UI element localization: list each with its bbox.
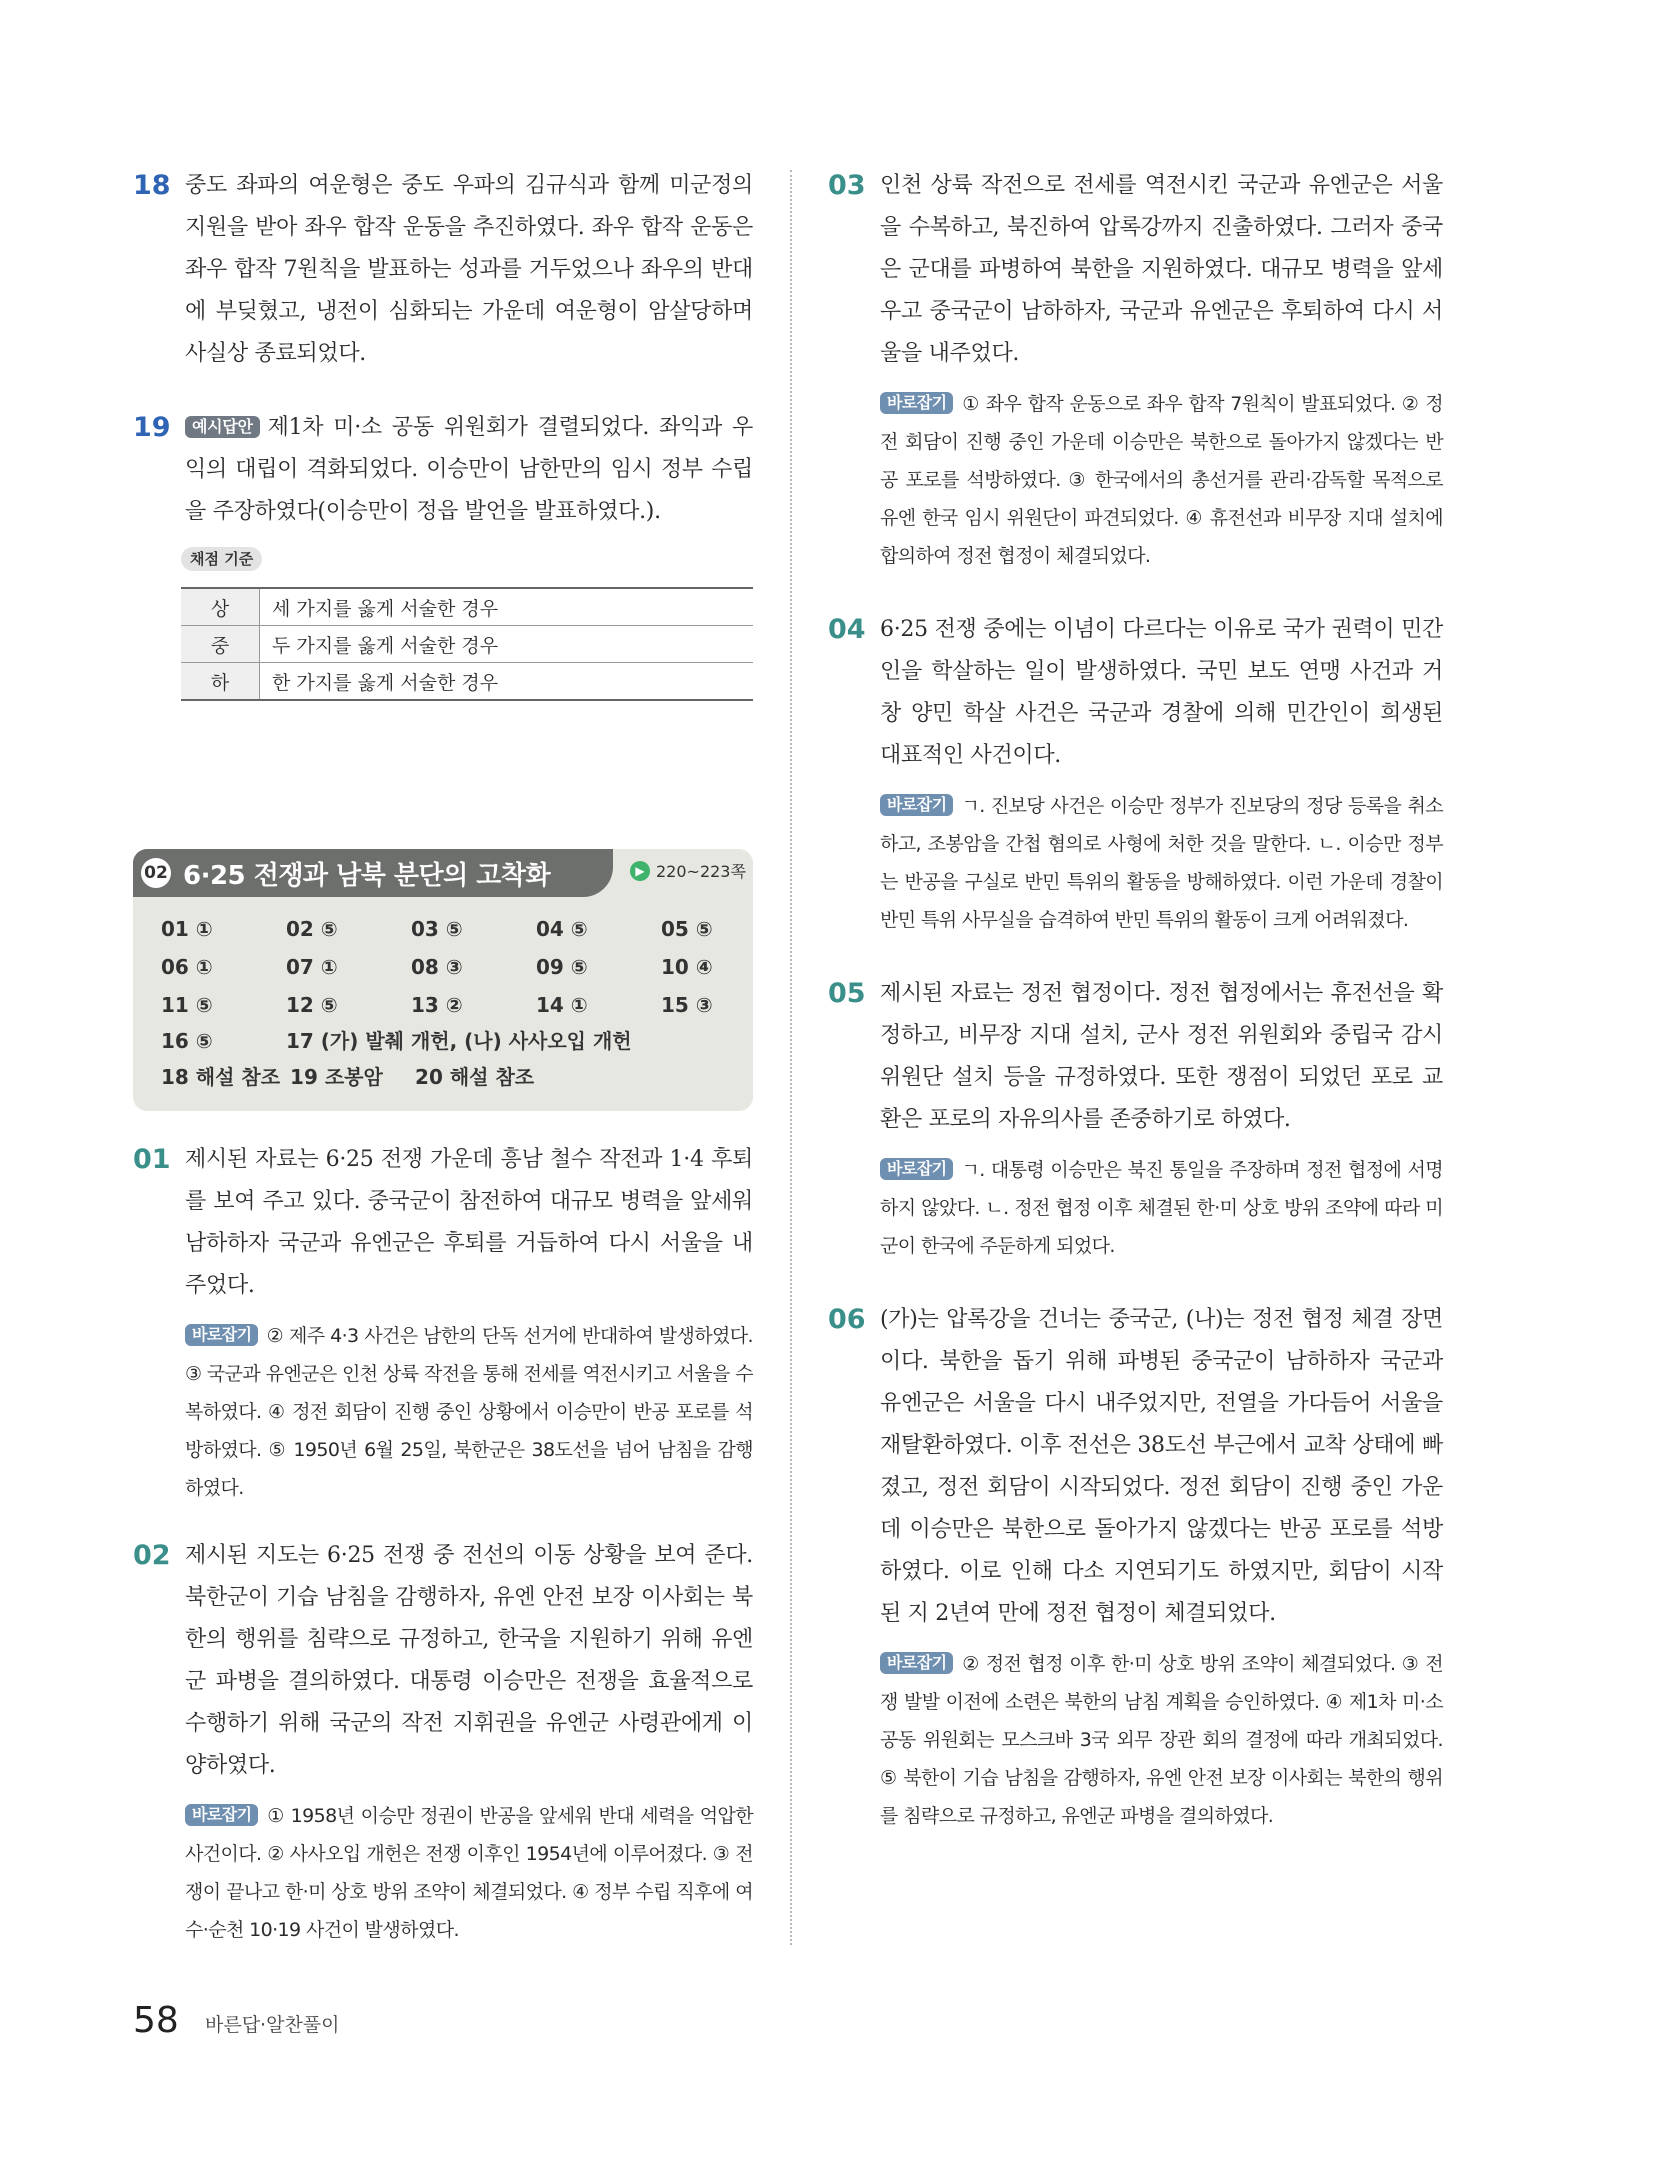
answer-text: 제시된 자료는 정전 협정이다. 정전 협정에서는 휴전선을 확정하고, 비무장 지대 설치, 군사 정전 위원회와 중립국 감시 위원단 설치 등을 규정하였다. 또한 쟁점이 되었던 포로 교환은 포로의 자유의사를 존중하기로 하였다. (880, 981, 1443, 1132)
example-answer-text: 제1차 미·소 공동 위원회가 결렬되었다. 좌익과 우익의 대립이 격화되었다. 이승만이 남한만의 임시 정부 수립을 주장하였다(이승만이 정읍 발언을 발표하였다.). (185, 415, 753, 524)
answer-05 (828, 973, 1443, 1265)
footer-label: 바른답·알찬풀이 (205, 2014, 340, 2036)
correction-badge: 바로잡기 (185, 1804, 258, 1826)
answer-item: 13 ② (411, 993, 463, 1017)
answer-row (133, 1059, 753, 1095)
criteria-badge: 채점 기준 (181, 547, 262, 571)
answer-item: 18 해설 참조 (161, 1065, 281, 1089)
correction-note (880, 1151, 1443, 1265)
table-row (181, 626, 753, 663)
correction-text: ㄱ. 진보당 사건은 이승만 정부가 진보당의 정당 등록을 취소하고, 조봉암을 간첩 혐의로 사형에 처한 것을 말한다. ㄴ. 이승만 정부는 반공을 구실로 반민 특위의 활동을 방해하였다. 이런 가운데 경찰이 반민 특위 사무실을 습격하여 반민 특위의 활동이 크게 어려워졌다. (880, 795, 1443, 931)
correction-text: ① 1958년 이승만 정권이 반공을 앞세워 반대 세력을 억압한 사건이다. ② 사사오입 개헌은 전쟁 이후인 1954년에 이루어졌다. ③ 전쟁이 끝나고 한·미 상호 방위 조약이 체결되었다. ④ 정부 수립 직후에 여수·순천 10·19 사건이 발생하였다. (185, 1805, 753, 1941)
correction-badge: 바로잡기 (880, 1158, 953, 1180)
correction-note (185, 1797, 753, 1949)
answer-item: 03 ⑤ (411, 917, 463, 941)
question-number: 02 (133, 1540, 171, 1571)
answer-19 (133, 407, 753, 533)
answer-item: 14 ① (536, 993, 588, 1017)
correction-badge: 바로잡기 (880, 1652, 953, 1674)
column-divider (790, 170, 792, 1945)
correction-note (880, 787, 1443, 939)
answer-item: 02 ⑤ (286, 917, 338, 941)
question-number: 18 (133, 170, 171, 201)
correction-badge: 바로잡기 (185, 1324, 258, 1346)
criteria-level: 상 (181, 588, 260, 626)
criteria-level: 중 (181, 626, 260, 663)
answer-04 (828, 609, 1443, 939)
answer-row (133, 1023, 753, 1059)
right-column (828, 165, 1443, 1835)
answer-item: 15 ③ (661, 993, 713, 1017)
answer-item: 08 ③ (411, 955, 463, 979)
answer-grid (133, 903, 753, 1023)
answer-06 (828, 1299, 1443, 1835)
answer-item: 07 ① (286, 955, 338, 979)
left-column (133, 165, 753, 1949)
answer-item: 10 ④ (661, 955, 713, 979)
answer-item: 06 ① (161, 955, 213, 979)
answer-text (185, 407, 753, 533)
question-number: 19 (133, 412, 171, 443)
criteria-desc: 세 가지를 옳게 서술한 경우 (260, 588, 754, 626)
answer-item: 01 ① (161, 917, 213, 941)
criteria-table (181, 587, 753, 701)
scoring-criteria (133, 533, 753, 701)
correction-text: ② 정전 협정 이후 한·미 상호 방위 조약이 체결되었다. ③ 전쟁 발발 이전에 소련은 북한의 남침 계획을 승인하였다. ④ 제1차 미·소 공동 위원회는 모스크바 3국 외무 장관 회의 결정에 따라 개최되었다. ⑤ 북한이 기습 남침을 감행하자, 유엔 안전 보장 이사회는 북한의 행위를 침략으로 규정하고, 유엔군 파병을 결의하였다. (880, 1653, 1443, 1827)
answer-item: 16 ⑤ (161, 1029, 213, 1053)
answer-text: 중도 좌파의 여운형은 중도 우파의 김규식과 함께 미군정의 지원을 받아 좌우 합작 운동을 추진하였다. 좌우 합작 운동은 좌우 합작 7원칙을 발표하는 성과를 거두었으나 좌우의 반대에 부딪혔고, 냉전이 심화되는 가운데 여운형이 암살당하며 사실상 종료되었다. (185, 173, 753, 366)
question-number: 06 (828, 1304, 866, 1335)
answer-01 (133, 1139, 753, 1507)
answer-text: (가)는 압록강을 건너는 중국군, (나)는 정전 협정 체결 장면이다. 북한을 돕기 위해 파병된 중국군이 남하하자 국군과 유엔군은 서울을 다시 내주었지만, 전열을 가다듬어 서울을 재탈환하였다. 이후 전선은 38도선 부근에서 교착 상태에 빠졌고, 정전 회담이 시작되었다. 정전 회담이 진행 중인 가운데 이승만은 북한으로 돌아가지 않겠다는 반공 포로를 석방하였다. 이로 인해 다소 지연되기도 하였지만, 회담이 시작된 지 2년여 만에 정전 협정이 체결되었다. (880, 1307, 1443, 1626)
question-number: 01 (133, 1144, 171, 1175)
answer-item: 05 ⑤ (661, 917, 713, 941)
section-number: 02 (141, 858, 171, 888)
table-row (181, 588, 753, 626)
correction-badge: 바로잡기 (880, 392, 953, 414)
answer-item: 12 ⑤ (286, 993, 338, 1017)
correction-badge: 바로잡기 (880, 794, 953, 816)
criteria-desc: 두 가지를 옳게 서술한 경우 (260, 626, 754, 663)
summary-title-bar (133, 849, 613, 897)
correction-note (185, 1317, 753, 1507)
answer-item: 20 해설 참조 (415, 1065, 535, 1089)
correction-note (880, 385, 1443, 575)
answer-item: 19 조봉암 (290, 1065, 383, 1089)
answer-item: 09 ⑤ (536, 955, 588, 979)
answer-item: 11 ⑤ (161, 993, 213, 1017)
page-range: 220~223쪽 (656, 862, 746, 881)
correction-note (880, 1645, 1443, 1835)
page-reference (630, 859, 746, 882)
answer-text: 제시된 자료는 6·25 전쟁 가운데 흥남 철수 작전과 1·4 후퇴를 보여 주고 있다. 중국군이 참전하여 대규모 병력을 앞세워 남하하자 국군과 유엔군은 후퇴를 거듭하여 다시 서울을 내주었다. (185, 1147, 753, 1298)
correction-text: ② 제주 4·3 사건은 남한의 단독 선거에 반대하여 발생하였다. ③ 국군과 유엔군은 인천 상륙 작전을 통해 전세를 역전시키고 서울을 수복하였다. ④ 정전 회담이 진행 중인 상황에서 이승만이 반공 포로를 석방하였다. ⑤ 1950년 6월 25일, 북한군은 38도선을 넘어 남침을 감행하였다. (185, 1325, 753, 1499)
correction-text: ㄱ. 대통령 이승만은 북진 통일을 주장하며 정전 협정에 서명하지 않았다. ㄴ. 정전 협정 이후 체결된 한·미 상호 방위 조약에 따라 미군이 한국에 주둔하게 되었다. (880, 1159, 1443, 1257)
question-number: 04 (828, 614, 866, 645)
answer-03 (828, 165, 1443, 575)
answer-text: 제시된 지도는 6·25 전쟁 중 전선의 이동 상황을 보여 준다. 북한군이 기습 남침을 감행하자, 유엔 안전 보장 이사회는 북한의 행위를 침략으로 규정하고, 한국을 지원하기 위해 유엔군 파병을 결의하였다. 대통령 이승만은 전쟁을 효율적으로 수행하기 위해 국군의 작전 지휘권을 유엔군 사령관에게 이양하였다. (185, 1543, 753, 1778)
section-title: 6·25 전쟁과 남북 분단의 고착화 (183, 860, 551, 891)
page-number: 58 (133, 2000, 179, 2041)
arrow-right-icon: ▶ (630, 861, 650, 881)
example-answer-badge: 예시답안 (185, 416, 260, 438)
answer-18 (133, 165, 753, 375)
correction-text: ① 좌우 합작 운동으로 좌우 합작 7원칙이 발표되었다. ② 정전 회담이 진행 중인 가운데 이승만은 북한으로 돌아가지 않겠다는 반공 포로를 석방하였다. ③ 한국에서의 총선거를 관리·감독할 목적으로 유엔 한국 임시 위원단이 파견되었다. ④ 휴전선과 비무장 지대 설치에 합의하여 정전 협정이 체결되었다. (880, 393, 1443, 567)
criteria-level: 하 (181, 663, 260, 701)
criteria-desc: 한 가지를 옳게 서술한 경우 (260, 663, 754, 701)
table-row (181, 663, 753, 701)
answer-02 (133, 1535, 753, 1949)
question-number: 03 (828, 170, 866, 201)
question-number: 05 (828, 978, 866, 1009)
summary-header (133, 849, 753, 903)
answer-item: 04 ⑤ (536, 917, 588, 941)
answer-text: 인천 상륙 작전으로 전세를 역전시킨 국군과 유엔군은 서울을 수복하고, 북진하여 압록강까지 진출하였다. 그러자 중국은 군대를 파병하여 북한을 지원하였다. 대규모 병력을 앞세우고 중국군이 남하하자, 국군과 유엔군은 후퇴하여 다시 서울을 내주었다. (880, 173, 1443, 366)
answer-item: 17 (가) 발췌 개헌, (나) 사사오입 개헌 (286, 1029, 632, 1053)
answer-text: 6·25 전쟁 중에는 이념이 다르다는 이유로 국가 권력이 민간인을 학살하는 일이 발생하였다. 국민 보도 연맹 사건과 거창 양민 학살 사건은 국군과 경찰에 의해 민간인이 희생된 대표적인 사건이다. (880, 617, 1443, 768)
answer-summary-box (133, 849, 753, 1111)
